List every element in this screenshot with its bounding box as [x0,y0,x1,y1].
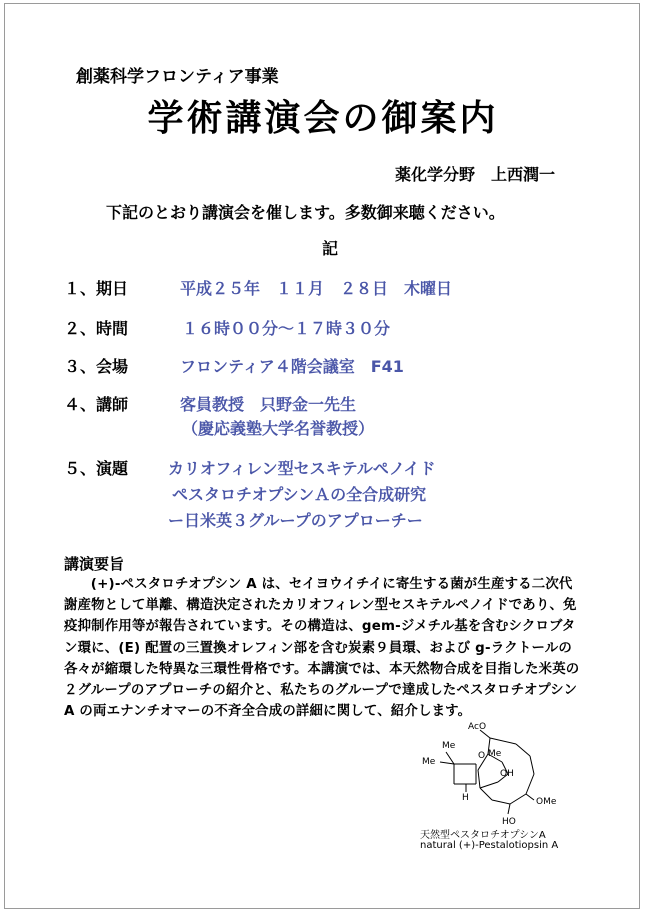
structure-label-ring-o: O [478,751,486,761]
item-topic-line-2: ペスタロチオプシンＡの全合成研究 [172,485,427,504]
program-name: 創薬科学フロンティア事業 [76,67,279,87]
pestalotiopsin-structure-image [418,718,568,828]
author: 薬化学分野 上西潤一 [395,165,556,184]
structure-label-oh: OH [500,769,514,779]
ki-heading: 記 [322,239,339,258]
item-date-label: １、期日 [64,279,129,298]
structure-label-aco: AcO [468,722,487,732]
item-topic-line-3: ー日米英３グループのアプローチー [168,511,423,530]
structure-label-ho: HO [502,817,516,827]
structure-label-ome: OMe [536,797,557,807]
structure-label-ring-me: Me [488,749,502,759]
structure-caption-en: natural (+)-Pestalotiopsin A [420,840,559,851]
structure-caption-jp: 天然型ペスタロチオプシンA [420,830,546,841]
page-title: 学術講演会の御案内 [147,98,499,139]
item-time-value: １６時００分～１７時３０分 [182,319,391,338]
item-speaker-affiliation: （慶応義塾大学名誉教授） [182,419,375,438]
item-speaker-name: 客員教授 只野金一先生 [180,395,357,414]
summary-text: (+)-ペスタロチオプシン A は、セイヨウイチイに寄生する菌が生産する二次代謝産物として単離、構造決定されたカリオフィレン型セスキテルペノイドであり、免疫抑制作用等が報告されています。その構造は、gem-ジメチル基を含むシクロブタン環に、(E) 配置の三置換オレフィン部を含む炭素９員環、および g-ラクトールの各々が縮環した特異な三環性骨格です。本講演では、本天然物合成を目指した米英の２グループのアプローチの紹介と、私たちのグループで達成したペスタロチオプシン A の両エナンチオマーの不斉全合成の詳細に関して、紹介します。 [64,577,580,720]
structure-label-h: H [462,793,469,803]
item-venue-label: ３、会場 [64,357,129,376]
item-date-value: 平成２５年 １１月 ２８日 木曜日 [180,279,453,298]
summary-heading: 講演要旨 [64,555,125,573]
structure-label-me2: Me [422,757,436,767]
item-topic-line-1: カリオフィレン型セスキテルペノイド [168,459,436,478]
item-speaker-label: ４、講師 [64,395,129,414]
structure-label-me1: Me [442,741,456,751]
item-time-label: ２、時間 [64,319,129,338]
item-venue-value: フロンティア４階会議室 F41 [180,357,404,376]
item-topic-label: ５、演題 [64,459,129,478]
intro-text: 下記のとおり講演会を催します。多数御来聴ください。 [106,203,505,222]
